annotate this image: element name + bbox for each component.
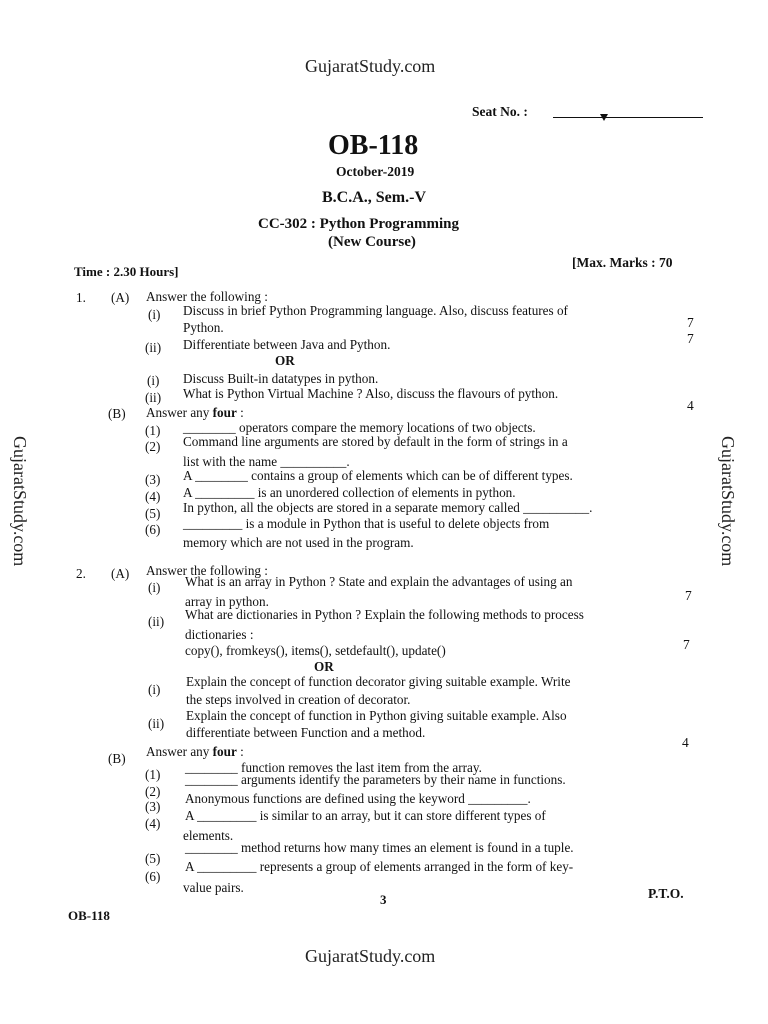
q2-a-ii-text-cont: dictionaries :	[185, 627, 254, 642]
q1-b-marks: 4	[687, 398, 694, 413]
q1-b-item-number: (4)	[145, 489, 161, 504]
q1-b-item-text: ________ operators compare the memory locations of two objects.	[183, 420, 536, 435]
q2-b-item-number: (1)	[145, 767, 161, 782]
q1-alt-i-text: Discuss Built-in datatypes in python.	[183, 371, 379, 386]
site-watermark-left: GujaratStudy.com	[10, 436, 30, 567]
q2-b-item-number: (5)	[145, 851, 161, 866]
q1-b-item-text: In python, all the objects are stored in a separate memory called __________.	[183, 500, 593, 515]
site-watermark-right: GujaratStudy.com	[718, 436, 738, 567]
q2-alt-ii-text-cont: differentiate between Function and a method.	[186, 725, 426, 740]
course-type: (New Course)	[328, 234, 416, 250]
course-title: CC-302 : Python Programming	[258, 216, 459, 232]
q2-b-label: (B)	[108, 751, 126, 766]
exam-time: Time : 2.30 Hours]	[74, 264, 179, 279]
page-number: 3	[380, 892, 387, 907]
q1-a-ii-text: Differentiate between Java and Python.	[183, 337, 391, 352]
q1-a-i-text: Discuss in brief Python Programming language. Also, discuss features of	[183, 303, 568, 318]
q2-b-item-number: (4)	[145, 816, 161, 831]
q1-number: 1.	[76, 290, 86, 305]
q1-a-ii-marks: 7	[687, 331, 694, 346]
q1-b-item-text-cont: memory which are not used in the program.	[183, 535, 414, 550]
q1-a-ii-label: (ii)	[145, 340, 162, 355]
q1-a-i-marks: 7	[687, 315, 694, 330]
q2-a-i-label: (i)	[148, 580, 161, 595]
q2-b-item-text-cont: value pairs.	[183, 880, 244, 895]
q1-alt-ii-text: What is Python Virtual Machine ? Also, discuss the flavours of python.	[183, 386, 559, 401]
footer-paper-code: OB-118	[68, 908, 110, 923]
q1-b-item-text: Command line arguments are stored by default in the form of strings in a	[183, 434, 568, 449]
q2-alt-ii-text: Explain the concept of function in Python giving suitable example. Also	[186, 708, 567, 723]
q2-b-item-text: A _________ represents a group of elements arranged in the form of key-	[185, 859, 574, 874]
q2-number: 2.	[76, 566, 86, 581]
seat-number-line	[553, 117, 703, 118]
q2-alt-ii-label: (ii)	[148, 716, 165, 731]
q1-b-item-text: A ________ contains a group of elements which can be of different types.	[183, 468, 573, 483]
q2-b-item-number: (3)	[145, 799, 161, 814]
seat-number-mark	[600, 114, 608, 121]
q2-a-ii-text: What are dictionaries in Python ? Explain the following methods to process	[185, 607, 584, 622]
q1-a-title: Answer the following :	[146, 289, 268, 304]
max-marks: [Max. Marks : 70	[572, 255, 673, 270]
q2-a-label: (A)	[111, 566, 130, 581]
q2-b-item-text: A _________ is similar to an array, but it can store different types of	[185, 808, 546, 823]
q2-a-title: Answer the following :	[146, 563, 268, 578]
q2-b-marks: 4	[682, 735, 689, 750]
q2-a-ii-marks: 7	[683, 637, 690, 652]
q2-alt-i-label: (i)	[148, 682, 161, 697]
q2-or: OR	[314, 659, 334, 674]
q1-b-item-number: (5)	[145, 506, 161, 521]
q2-b-item-text: ________ method returns how many times an element is found in a tuple.	[185, 840, 574, 855]
q1-b-label: (B)	[108, 406, 126, 421]
q2-b-item-text: ________ arguments identify the parameters by their name in functions.	[185, 772, 566, 787]
q2-a-ii-methods: copy(), fromkeys(), items(), setdefault(), update()	[185, 643, 446, 658]
q2-b-item-text: ________ function removes the last item from the array.	[185, 760, 482, 775]
q2-a-ii-label: (ii)	[148, 614, 165, 629]
q1-b-item-number: (1)	[145, 423, 161, 438]
q1-b-item-number: (2)	[145, 439, 161, 454]
q2-a-i-text: What is an array in Python ? State and explain the advantages of using an	[185, 574, 573, 589]
q2-a-i-marks: 7	[685, 588, 692, 603]
q1-a-i-label: (i)	[148, 307, 161, 322]
q1-b-item-text-cont: list with the name __________.	[183, 454, 350, 469]
q1-b-item-text: A _________ is an unordered collection of elements in python.	[183, 485, 516, 500]
site-watermark-bottom: GujaratStudy.com	[305, 946, 436, 966]
q1-a-label: (A)	[111, 290, 130, 305]
q2-b-item-text-cont: elements.	[183, 828, 234, 843]
exam-date: October-2019	[336, 164, 415, 179]
q2-alt-i-text: Explain the concept of function decorator giving suitable example. Write	[186, 674, 571, 689]
q2-b-title: Answer any four :	[146, 744, 244, 759]
q2-a-i-text-cont: array in python.	[185, 594, 269, 609]
site-watermark-top: GujaratStudy.com	[305, 56, 436, 76]
q1-or: OR	[275, 353, 295, 368]
paper-code: OB-118	[328, 130, 419, 161]
q1-b-title: Answer any four :	[146, 405, 244, 420]
q1-b-item-number: (3)	[145, 472, 161, 487]
pto-label: P.T.O.	[648, 886, 684, 901]
q1-b-item-text: _________ is a module in Python that is useful to delete objects from	[183, 516, 550, 531]
q2-b-item-text: Anonymous functions are defined using the keyword _________.	[185, 791, 531, 806]
q1-alt-i-label: (i)	[147, 373, 160, 388]
degree-semester: B.C.A., Sem.-V	[322, 189, 426, 206]
q1-alt-ii-label: (ii)	[145, 390, 162, 405]
q2-alt-i-text-cont: the steps involved in creation of decorator.	[186, 692, 411, 707]
q1-b-item-number: (6)	[145, 522, 161, 537]
q1-a-i-text-cont: Python.	[183, 320, 224, 335]
q2-b-item-number: (2)	[145, 784, 161, 799]
q2-b-item-number: (6)	[145, 869, 161, 884]
seat-number-label: Seat No. :	[472, 104, 528, 119]
